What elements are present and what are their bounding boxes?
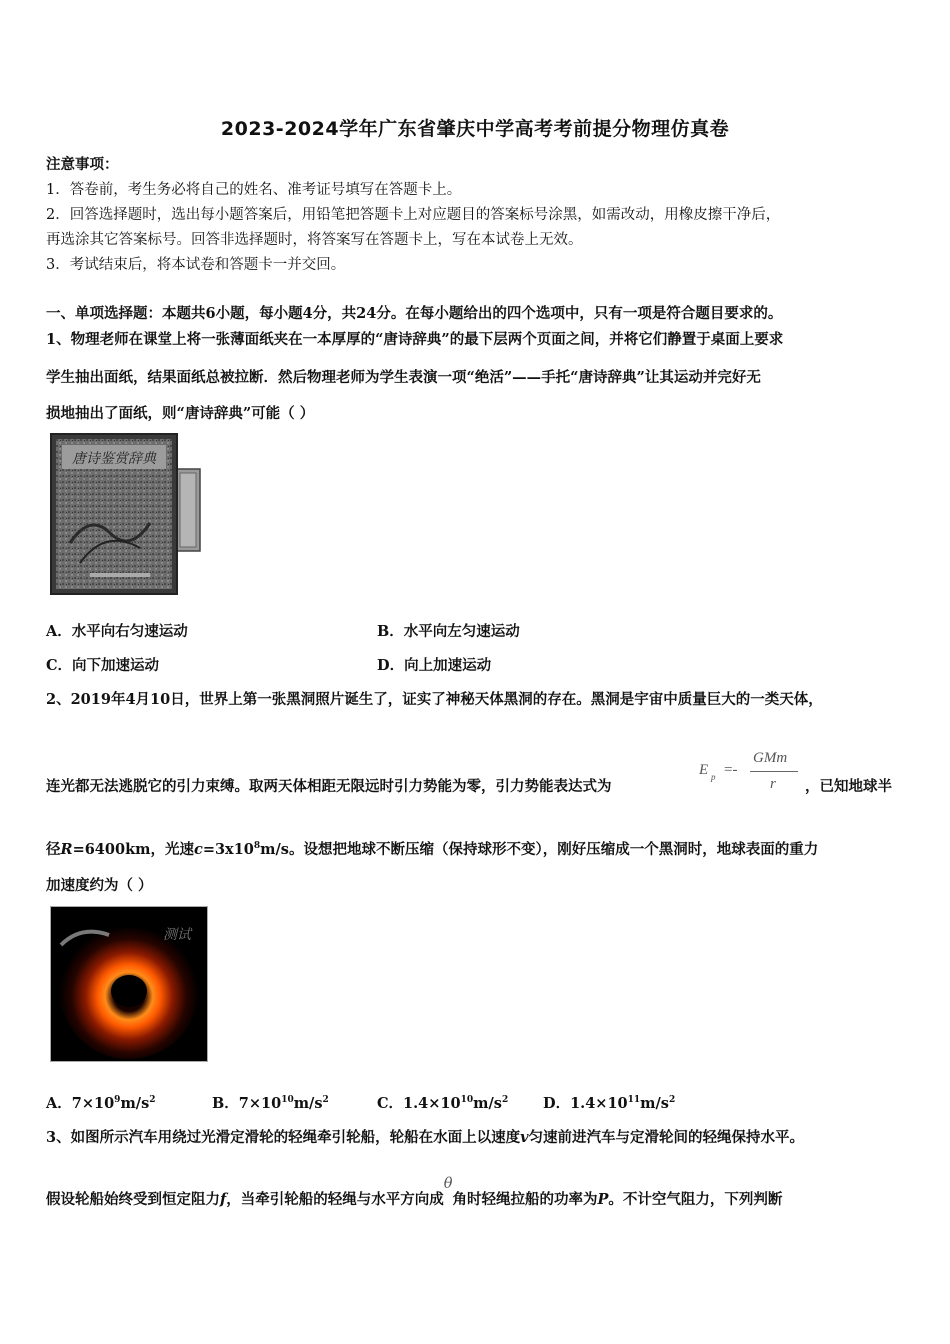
q1-option-a[interactable]: A．水平向右匀速运动: [46, 623, 188, 640]
q1-line-1: 1、物理老师在课堂上将一张薄面纸夹在一本厚厚的“唐诗辞典”的最下层两个页面之间，并将它们静置于桌面上要求: [46, 331, 784, 348]
q2-option-c[interactable]: C．$1.4\times 10^{10}m/s^2$: [377, 1095, 509, 1112]
page-title: 2023-2024学年广东省肇庆中学高考考前提分物理仿真卷: [220, 118, 730, 140]
notice-item-3: 3．考试结束后，将本试卷和答题卡一并交回。: [46, 257, 346, 273]
notice-item-1: 1．答卷前，考生务必将自己的姓名、准考证号填写在答题卡上。: [46, 182, 462, 198]
section-heading: 一、单项选择题：本题共6小题，每小题4分，共24分。在每小题给出的四个选项中，只有一项是符合题目要求的。: [46, 305, 783, 322]
q1-line-2: 学生抽出面纸，结果面纸总被拉断．然后物理老师为学生表演一项“绝活”——手托“唐诗辞典”让其运动并完好无: [46, 369, 761, 386]
theta-symbol: θ: [443, 1176, 453, 1192]
formula-sub: p: [711, 772, 716, 782]
q1-line-3: 损地抽出了面纸，则“唐诗辞典”可能（ ）: [46, 405, 315, 422]
q2-option-b[interactable]: B．$7\times 10^{10}m/s^2$: [212, 1095, 329, 1112]
fraction-bar: [750, 771, 798, 772]
watermark-text: 测试: [163, 927, 191, 943]
q2-line-3: 径R=6400km，光速$c=3x10^8m/s$。设想把地球不断压缩（保持球形不变），刚好压缩成一个黑洞时，地球表面的重力: [46, 841, 819, 858]
q3-line-2: 假设轮船始终受到恒定阻力f，当牵引轮船的轻绳与水平方向成θ角时轻绳拉船的功率为P。不计空气阻力，下列判断: [46, 1176, 783, 1208]
q1-option-c[interactable]: C．向下加速运动: [46, 657, 160, 674]
q2-option-a[interactable]: A．$7\times 10^9m/s^2$: [46, 1095, 156, 1112]
q2-line-1: 2、2019年4月10日，世界上第一张黑洞照片诞生了，证实了神秘天体黑洞的存在。黑洞是宇宙中质量巨大的一类天体，: [46, 691, 823, 708]
notice-heading: 注意事项：: [46, 156, 119, 173]
notice-item-2a: 2．回答选择题时，选出每小题答案后，用铅笔把答题卡上对应题目的答案标号涂黑，如需改动，用橡皮擦干净后，: [46, 207, 781, 223]
q1-option-b[interactable]: B．水平向左匀速运动: [377, 623, 520, 640]
notice-item-2b: 再选涂其它答案标号。回答非选择题时，将答案写在答题卡上，写在本试卷上无效。: [46, 232, 583, 248]
formula-eq: =-: [724, 762, 738, 778]
q2-option-d[interactable]: D．$1.4\times 10^{11}m/s^2$: [543, 1095, 676, 1112]
q2-line-2a: 连光都无法逃脱它的引力束缚。取两天体相距无限远时引力势能为零，引力势能表达式为: [46, 778, 612, 795]
q2-line-2b: ，已知地球半: [805, 778, 892, 795]
formula-lhs: E: [699, 762, 709, 778]
q3-line-1: 3、如图所示汽车用绕过光滑定滑轮的轻绳牵引轮船，轮船在水面上以速度v匀速前进汽车与定滑轮间的轻绳保持水平。: [46, 1129, 805, 1146]
black-hole-image: [50, 906, 208, 1062]
formula-numerator: GMm: [753, 750, 788, 766]
q2-line-4: 加速度约为（ ）: [46, 877, 153, 894]
book-cover-title: 唐诗鉴赏辞典: [72, 451, 156, 467]
formula-denominator: r: [770, 776, 776, 792]
dictionary-book-image: [50, 433, 202, 596]
q1-option-d[interactable]: D．向上加速运动: [377, 657, 492, 674]
